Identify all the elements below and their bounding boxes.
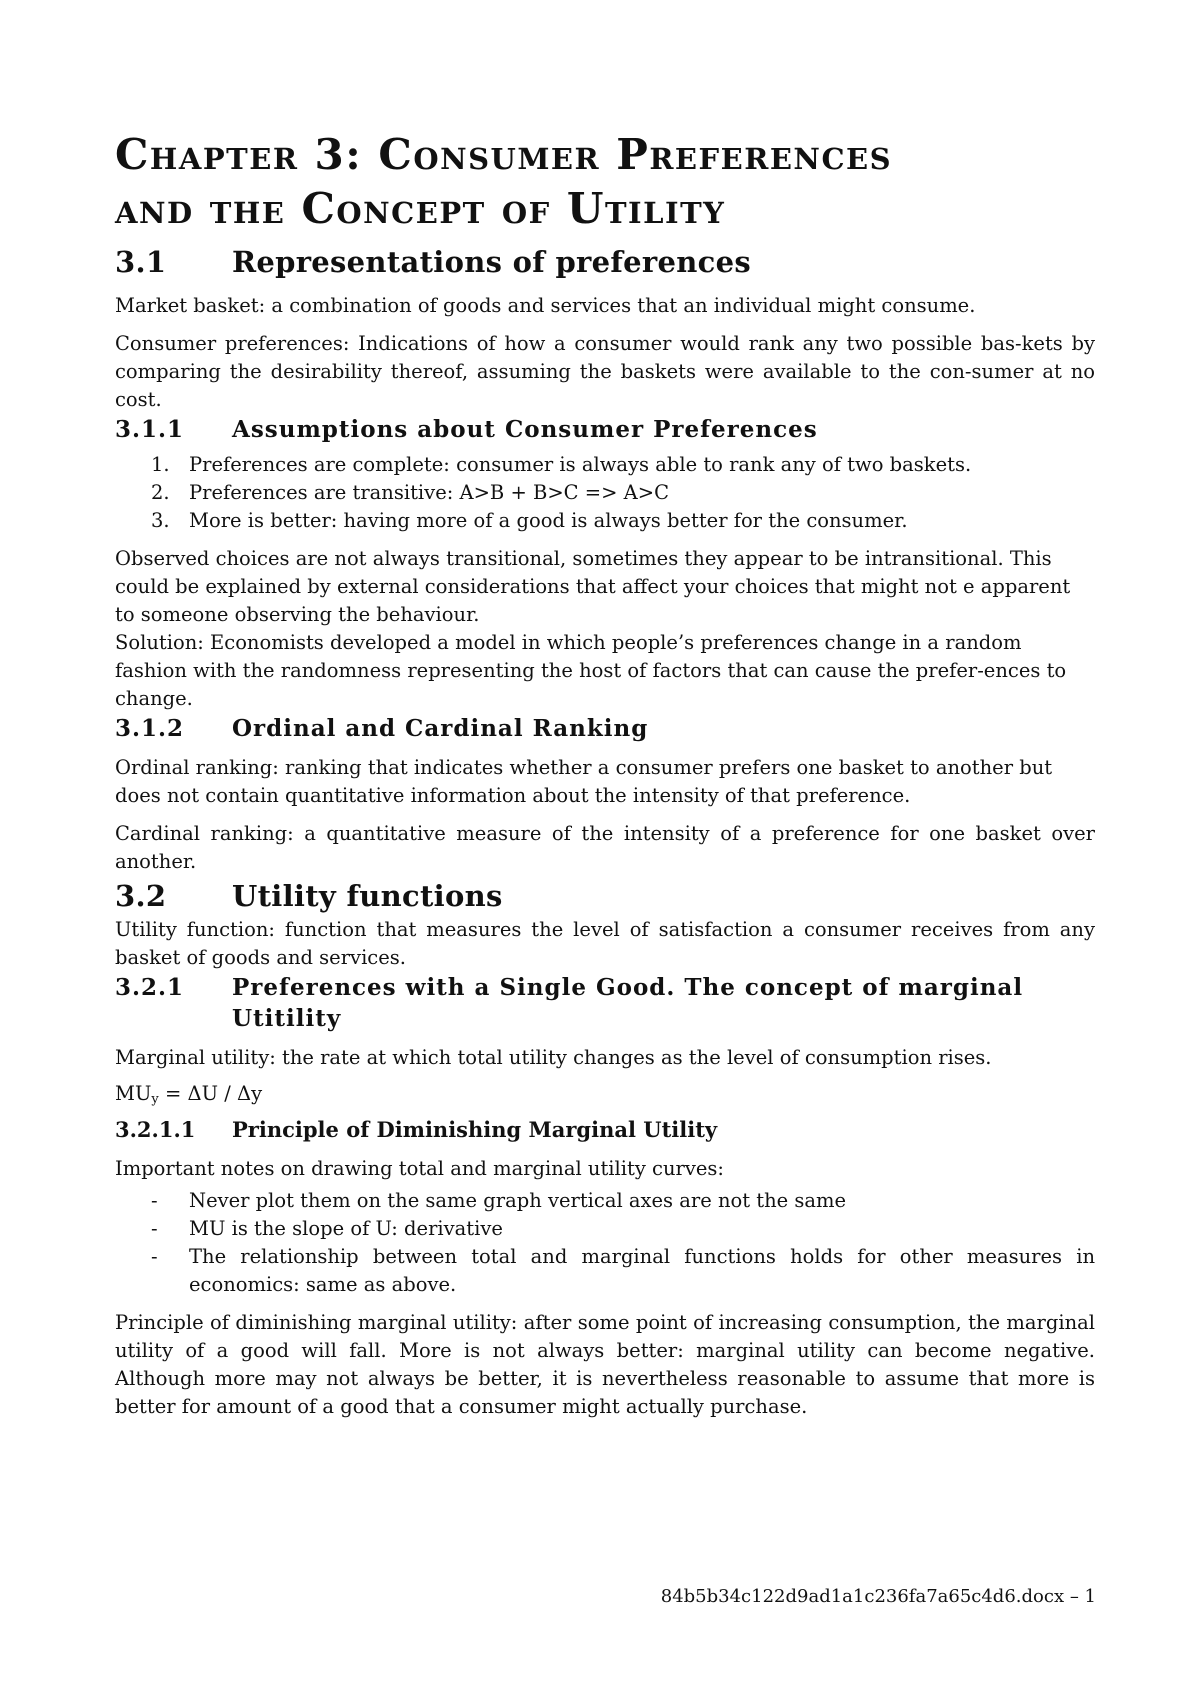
paragraph-ordinal-ranking: Ordinal ranking: ranking that indicates whether a consumer prefers one basket to another but does not contain quantitative information about the intensity of that preference. [115, 756, 1053, 807]
heading-3-2 [115, 876, 1095, 916]
heading-3-1 [115, 242, 1095, 282]
heading-number: 3.1 [115, 245, 167, 279]
document-page [115, 128, 1095, 1421]
paragraph-consumer-preferences: Consumer preferences: Indications of how a consumer would rank any two possible bas-kets by comparing the desirability thereof, assuming the baskets were available to the con-sumer at no cost. [115, 332, 1095, 411]
list-text: Preferences are transitive: A>B + B>C => A>C [189, 481, 669, 504]
heading-3-1-1 [115, 414, 1095, 445]
list-marker: 1. [151, 453, 170, 476]
list-item [115, 451, 1095, 479]
formula-subscript: y [151, 1092, 159, 1107]
heading-number: 3.2.1.1 [115, 1117, 196, 1142]
list-marker: 2. [151, 481, 170, 504]
list-text: MU is the slope of U: derivative [189, 1217, 503, 1240]
heading-number: 3.1.1 [115, 416, 185, 443]
list-marker: 3. [151, 509, 170, 532]
heading-text: Principle of Diminishing Marginal Utility [232, 1117, 718, 1142]
heading-text: Assumptions about Consumer Preferences [232, 416, 818, 443]
heading-number: 3.1.2 [115, 715, 185, 742]
list-text: Preferences are complete: consumer is always able to rank any of two baskets. [189, 453, 972, 476]
page-footer: 84b5b34c122d9ad1a1c236fa7a65c4d6.docx – 1 [660, 1586, 1096, 1607]
formula-lhs: MU [115, 1082, 152, 1105]
heading-text: Utility functions [232, 879, 503, 913]
notes-list [115, 1187, 1095, 1299]
list-item [115, 507, 1095, 535]
list-item [115, 1243, 1095, 1299]
list-item [115, 1215, 1095, 1243]
paragraph-diminishing-marginal-utility: Principle of diminishing marginal utility: after some point of increasing consumption, the marginal utility of a good will fall. More is not always better: marginal utility can become negative. Although more may not always be better, it is nevertheless reasonable to assume that more is better for amount of a good that a consumer might actually purchase. [115, 1311, 1095, 1418]
heading-3-1-2 [115, 713, 1095, 744]
chapter-title [115, 128, 1095, 236]
paragraph-important-notes: Important notes on drawing total and marginal utility curves: [115, 1157, 724, 1180]
assumptions-list [115, 451, 1095, 535]
heading-text: Preferences with a Single Good. The concept of marginal Utitility [232, 974, 1024, 1032]
paragraph-solution: Solution: Economists developed a model in which people’s preferences change in a random fashion with the randomness representing the host of factors that can cause the prefer-ences to change. [115, 631, 1067, 710]
formula-marginal-utility [115, 1080, 1095, 1114]
formula-rhs: = ΔU / Δy [158, 1082, 263, 1105]
heading-text: Representations of preferences [232, 245, 751, 279]
paragraph-marginal-utility: Marginal utility: the rate at which total utility changes as the level of consumption rises. [115, 1046, 992, 1069]
list-item [115, 1187, 1095, 1215]
list-marker: - [151, 1245, 158, 1268]
paragraph-utility-function: Utility function: function that measures the level of satisfaction a consumer receives from any basket of goods and services. [115, 918, 1095, 969]
paragraph-observed-choices: Observed choices are not always transitional, sometimes they appear to be intransitional. This could be explained by external considerations that affect your choices that might not e apparent to someone observing the behaviour. [115, 547, 1071, 626]
heading-3-2-1-1 [115, 1114, 1095, 1145]
chapter-title-line1: Chapter 3: Consumer Preferences [115, 130, 893, 179]
list-text: More is better: having more of a good is always better for the consumer. [189, 509, 908, 532]
heading-text: Ordinal and Cardinal Ranking [232, 715, 649, 742]
heading-number: 3.2 [115, 879, 167, 913]
list-text: The relationship between total and marginal functions holds for other measures in economics: same as above. [189, 1245, 1095, 1296]
list-text: Never plot them on the same graph vertical axes are not the same [189, 1189, 847, 1212]
paragraph-market-basket: Market basket: a combination of goods and services that an individual might consume. [115, 294, 976, 317]
heading-number: 3.2.1 [115, 974, 185, 1001]
list-item [115, 479, 1095, 507]
chapter-title-line2: and the Concept of Utility [115, 184, 726, 233]
paragraph-cardinal-ranking: Cardinal ranking: a quantitative measure of the intensity of a preference for one basket over another. [115, 822, 1095, 873]
list-marker: - [151, 1189, 158, 1212]
list-marker: - [151, 1217, 158, 1240]
heading-3-2-1 [115, 972, 1095, 1034]
